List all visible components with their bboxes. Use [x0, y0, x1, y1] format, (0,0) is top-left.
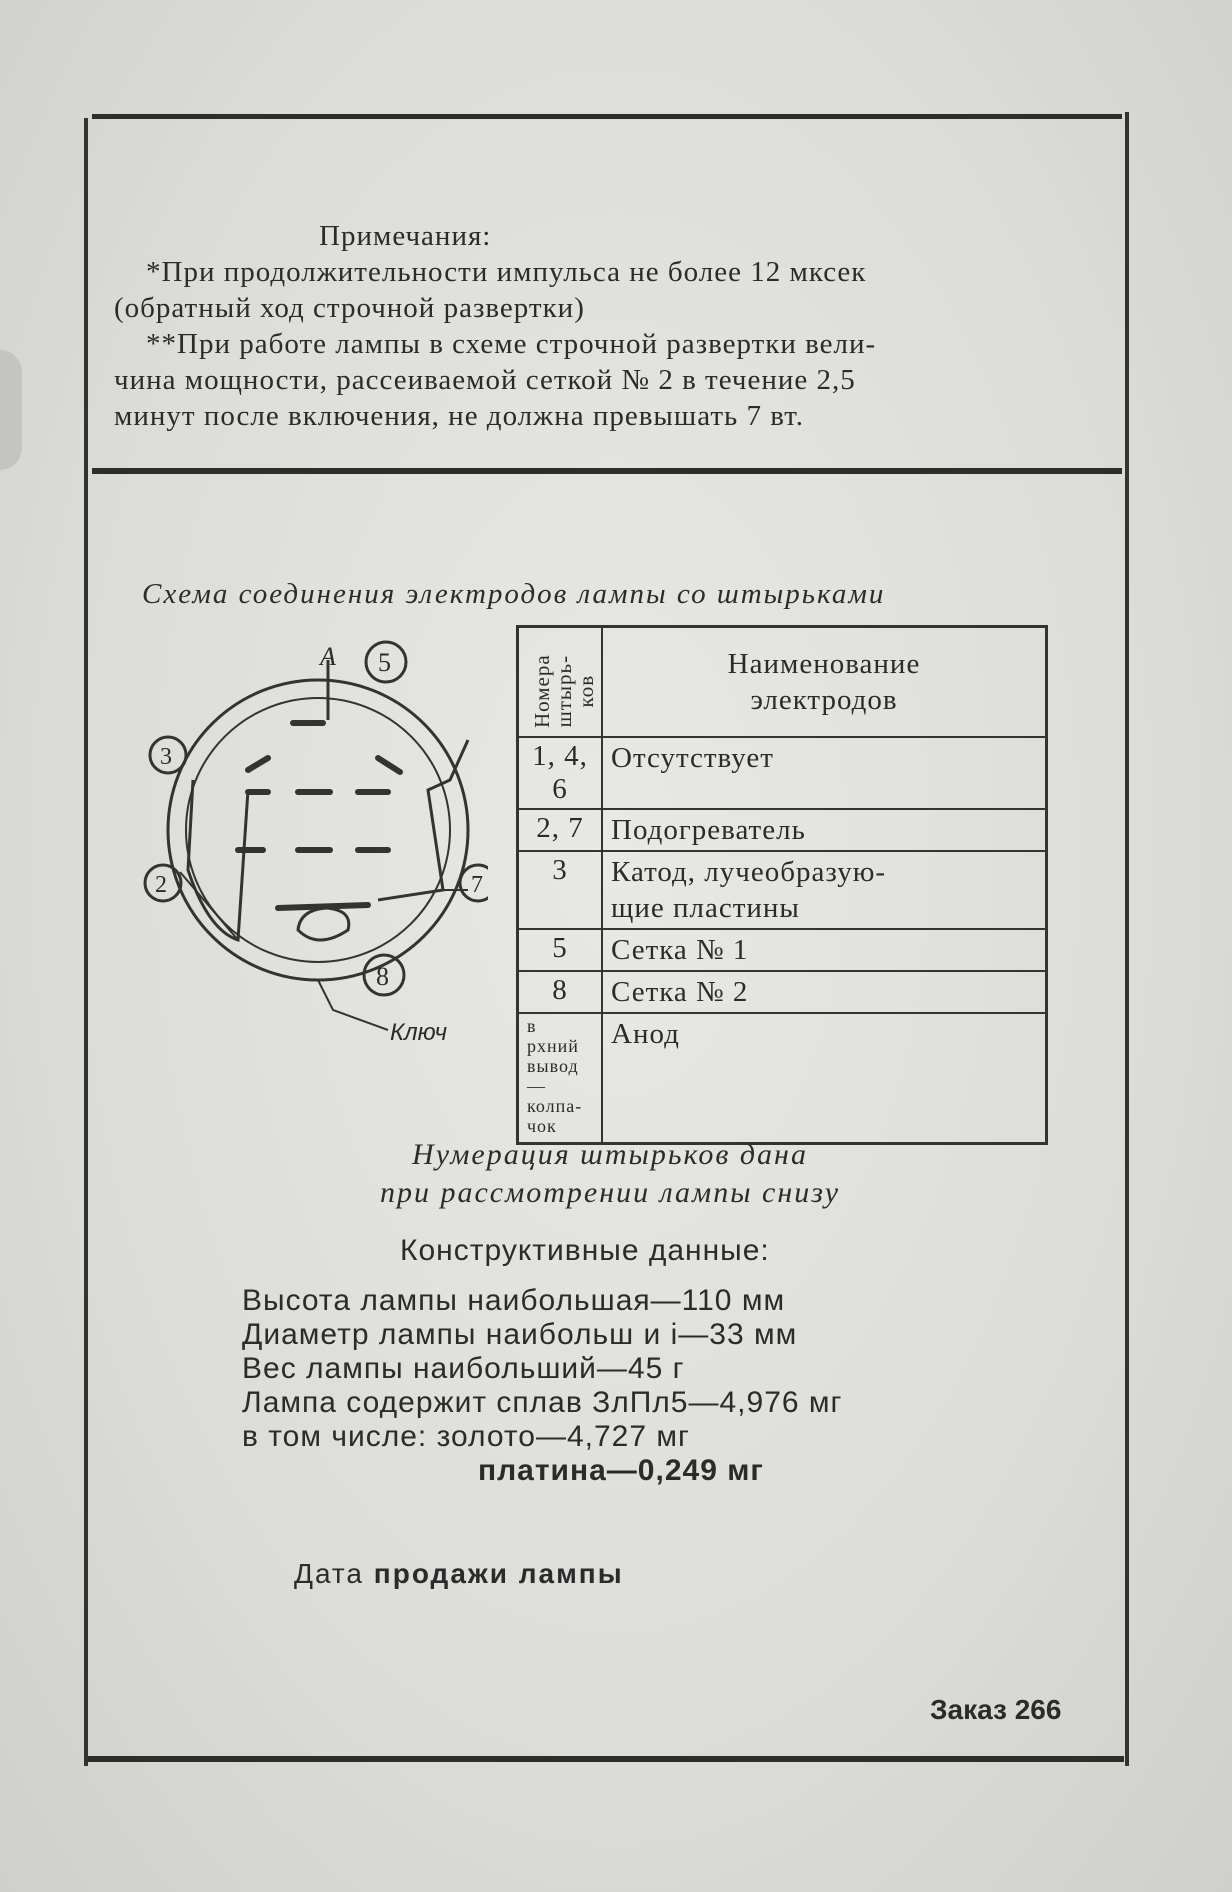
- notes-title: Примечания:: [319, 220, 492, 252]
- construction-line: платина—0,249 мг: [478, 1454, 764, 1487]
- table-header-row: [518, 627, 1047, 738]
- construction-line: Вес лампы наибольший—45 г: [242, 1352, 685, 1385]
- construction-title: Конструктивные данные:: [400, 1234, 770, 1267]
- pin-label-3: 3: [160, 744, 172, 770]
- top-rule: [92, 114, 1122, 119]
- pin-number-cell: 2, 7: [518, 809, 603, 851]
- note-line: минут после включения, не должна превышать 7 вт.: [114, 400, 804, 432]
- key-label: Ключ: [390, 1019, 448, 1046]
- frame-right-border: [1125, 112, 1129, 1766]
- construction-line: Диаметр лампы наибольш и і—33 мм: [242, 1318, 798, 1351]
- pin-label-7: 7: [471, 872, 483, 898]
- note-line: чина мощности, рассеиваемой сеткой № 2 в течение 2,5: [114, 364, 856, 396]
- electrode-dashes: [238, 723, 400, 908]
- header-electrode-names-text: Наименование электродов: [727, 648, 921, 716]
- construction-data: [242, 1284, 842, 1488]
- pin-label-8: 8: [376, 962, 389, 991]
- electrode-name-cell: Сетка № 2: [602, 971, 1047, 1013]
- table-row: [518, 809, 1047, 851]
- note-line: (обратный ход строчной развертки): [114, 292, 585, 324]
- middle-rule: [92, 468, 1122, 474]
- pin-number-cell: 3: [518, 851, 603, 929]
- key-notch: [298, 908, 349, 940]
- table-row: [518, 1013, 1047, 1143]
- electrode-name-cell: Отсутствует: [602, 737, 1047, 809]
- pin-label-2: 2: [155, 872, 167, 898]
- electrode-name-cell: Подогреватель: [602, 809, 1047, 851]
- table-row: [518, 851, 1047, 929]
- frame-left-border: [84, 118, 88, 1766]
- note-line: **При работе лампы в схеме строчной развертки вели-: [146, 328, 877, 360]
- header-pin-numbers-text: Номера штырь- ков: [530, 654, 598, 728]
- edge-smudge: [0, 350, 22, 470]
- electrode-name-cell: Катод, лучеобразую- щие пластины: [602, 851, 1047, 929]
- pin-numbering-caption: Нумерация штырьков дана при рассмотрении лампы снизу: [379, 1138, 841, 1209]
- pin-label-5: 5: [378, 648, 391, 677]
- table-row: [518, 971, 1047, 1013]
- bottom-rule: [88, 1756, 1124, 1762]
- construction-line: Высота лампы наибольшая—110 мм: [242, 1284, 786, 1317]
- notes-block: [114, 218, 1104, 434]
- pin-number-cell: 5: [518, 929, 603, 971]
- pin-number-cell: 1, 4, 6: [518, 737, 603, 809]
- pin-label-anode: А: [320, 642, 336, 671]
- construction-line: Лампа содержит сплав ЗлПл5—4,976 мг: [242, 1386, 843, 1419]
- header-electrode-names: [602, 627, 1047, 738]
- sale-date-bold: продажи лампы: [373, 1558, 624, 1589]
- table-row: [518, 929, 1047, 971]
- electrode-table: [516, 625, 1048, 1145]
- note-line: *При продолжительности импульса не более 12 мксек: [146, 256, 867, 288]
- order-number: Заказ 266: [930, 1694, 1062, 1725]
- construction-line: в том числе: золото—4,727 мг: [242, 1420, 690, 1453]
- sale-date-prefix: Дата: [294, 1558, 365, 1589]
- electrode-name-cell: Сетка № 1: [602, 929, 1047, 971]
- header-pin-numbers: [518, 627, 603, 738]
- pin-number-cell: 8: [518, 971, 603, 1013]
- inner-ring: [186, 698, 450, 962]
- schema-title: Схема соединения электродов лампы со штырьками: [142, 578, 886, 610]
- sale-date-label: [294, 1558, 624, 1590]
- table-row: [518, 737, 1047, 809]
- electrode-name-cell: Анод: [602, 1013, 1047, 1143]
- pin-number-cell: в рхний вывод— колпа- чок: [518, 1013, 603, 1143]
- pin-diagram: [138, 640, 488, 1060]
